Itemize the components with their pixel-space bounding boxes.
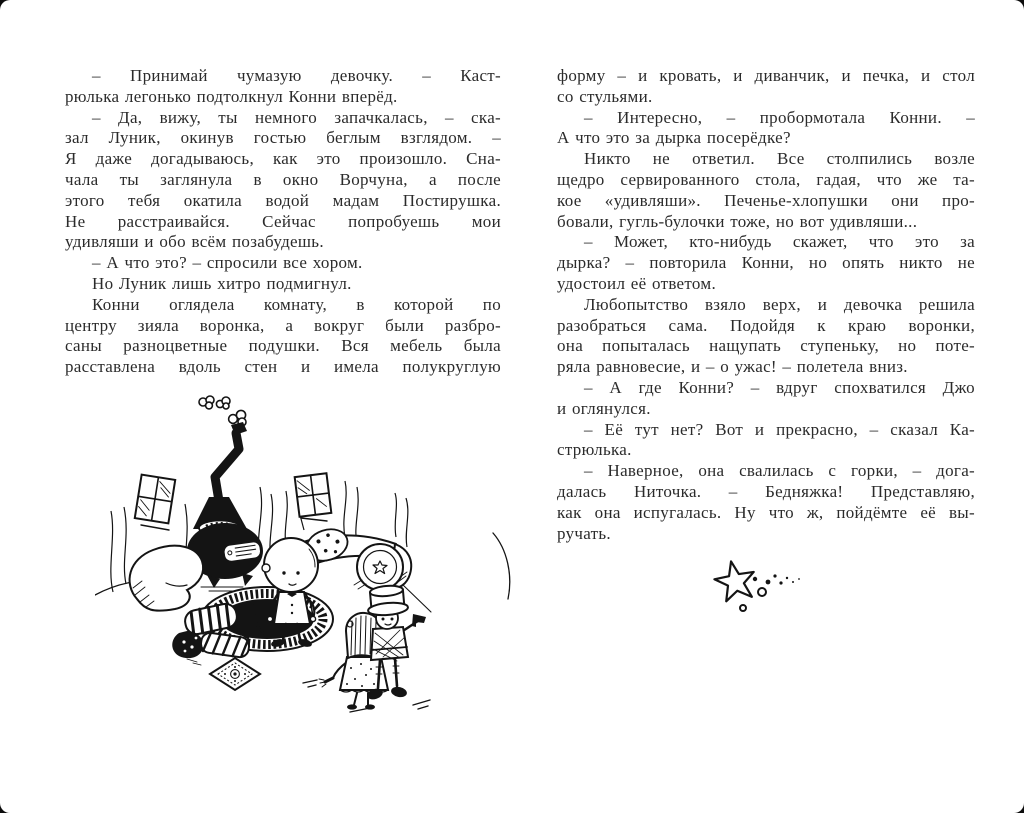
text-line: дырка? – повторила Конни, но опять никто не [557,253,975,273]
text-line: Любопытство взяло верх, и девочка решила [584,294,975,314]
text-line: форму – и кровать, и диванчик, и печка, и стол [557,66,975,85]
text-line: бовали, гугль-булочки тоже, но вот удивляши... [557,211,918,231]
text-line: – Наверное, она свалилась с горки, – дога- [584,461,975,481]
page-right-text [557,66,975,544]
text-line: саны разноцветные подушки. Вся мебель была [65,336,501,356]
text-line: – Может, кто-нибудь скажет, что это за [584,232,975,252]
text-line: ряла равновесие, и – о ужас! – полетела вниз. [557,357,908,377]
text-line: щедро сервированного стола, гадая, что же та- [557,169,975,189]
text-line: Конни оглядела комнату, в которой по [92,294,501,314]
text-line: стрюлька. [557,440,632,460]
armchair-drawing [130,546,204,611]
text-line: удивляши и обо всём позабудешь. [65,232,324,252]
text-line: зал Луник, окинув гостью беглым взглядом. – [65,128,501,148]
text-line: Я даже догадываюсь, как это произошло. Сна- [65,149,501,169]
text-line: Никто не ответил. Все столпились возле [584,149,975,169]
page-left-text [65,66,501,378]
text-line: – Её тут нет? Вот и прекрасно, – сказал Ка- [584,419,975,439]
text-line: расставлена вдоль стен и имела полукруглую [65,357,501,377]
text-line: А что это за дырка посерёдке? [557,128,791,148]
text-line: как она испугалась. Ну что ж, пойдёмте её вы- [557,502,975,522]
diamond-pillow [210,658,260,690]
text-line: и оглянулся. [557,398,651,418]
text-line: Не расстраивайся. Сейчас попробуешь мои [65,211,501,231]
text-line: далась Ниточка. – Бедняжка! Представляю, [557,481,975,501]
text-line: со стульями. [557,86,653,106]
text-line: ручать. [557,523,611,543]
shooting-star-decoration [698,551,810,617]
text-line: удостоил её ответом. [557,273,716,293]
text-line: – Интересно, – пробормотала Конни. – [584,107,975,127]
window-left [135,475,175,530]
smoke-puffs [199,396,246,426]
text-line: центру зияла воронка, а вокруг были разбро- [65,315,501,335]
text-line: кое «удивляши». Печенье-хлопушки они про- [557,190,975,210]
text-line: – А где Конни? – вдруг спохватился Джо [584,377,975,397]
text-line: разобраться сама. Подойдя к краю воронки, [557,315,975,335]
text-line: чала ты заглянула в окно Ворчуна, а после [65,169,501,189]
text-line: рюлька легонько подтолкнул Конни вперёд. [65,86,398,106]
text-line: – А что это? – спросили все хором. [92,253,363,273]
star-icon [711,557,758,603]
text-line: – Принимай чумазую девочку. – Каст- [92,66,501,85]
text-line: Но Луник лишь хитро подмигнул. [92,273,352,293]
text-line: – Да, вижу, ты немного запачкалась, – ска- [92,107,501,127]
scene-illustration [95,387,520,722]
text-line: она попыталась нащупать ступеньку, но поте- [557,336,975,356]
window-right [295,473,332,521]
text-line: этого тебя окатила водой мадам Постирушка. [65,190,501,210]
